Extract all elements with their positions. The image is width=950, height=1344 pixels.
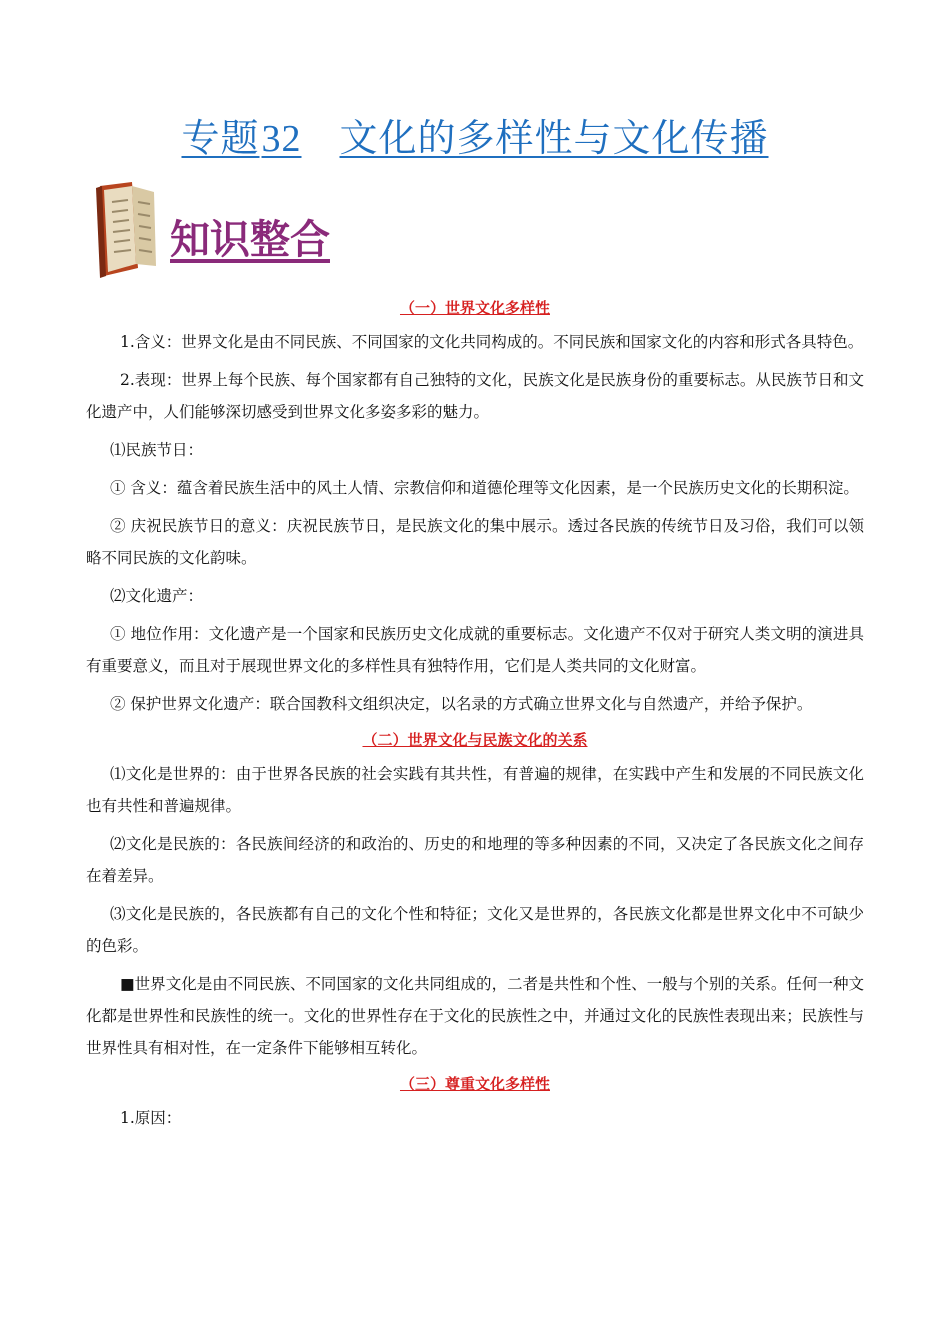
paragraph: 1.含义：世界文化是由不同民族、不同国家的文化共同构成的。不同民族和国家文化的内容和形式各具特色。 bbox=[120, 333, 864, 351]
paragraph: ② 保护世界文化遗产：联合国教科文组织决定，以名录的方式确立世界文化与自然遗产，并给予保护。 bbox=[110, 695, 813, 713]
paragraph: 1.原因： bbox=[120, 1109, 182, 1127]
paragraph: ⑶文化是民族的，各民族都有自己的文化个性和特征；文化又是世界的，各民族文化都是世界文化中不可缺少的色彩。 bbox=[86, 905, 864, 955]
title-number: 32 bbox=[261, 118, 302, 160]
title-text: 文化的多样性与文化传播 bbox=[339, 116, 769, 160]
paragraph: ⑴文化是世界的：由于世界各民族的社会实践有其共性，有普遍的规律，在实践中产生和发展的不同民族文化也有共性和普遍规律。 bbox=[86, 765, 864, 815]
paragraph: ① 含义：蕴含着民族生活中的风土人情、宗教信仰和道德伦理等文化因素，是一个民族历史文化的长期积淀。 bbox=[110, 479, 859, 497]
banner-label: 知识整合 bbox=[170, 217, 330, 263]
paragraph: ⑴民族节日： bbox=[110, 441, 204, 459]
paragraph: ① 地位作用：文化遗产是一个国家和民族历史文化成就的重要标志。文化遗产不仅对于研究人类文明的演进具有重要意义，而且对于展现世界文化的多样性具有独特作用，它们是人类共同的文化财富。 bbox=[86, 625, 864, 675]
page-title bbox=[0, 112, 950, 165]
knowledge-banner bbox=[92, 180, 332, 280]
section-heading-1: （一）世界文化多样性 bbox=[399, 299, 550, 317]
paragraph: ■世界文化是由不同民族、不同国家的文化共同组成的，二者是共性和个性、一般与个别的关系。任何一种文化都是世界性和民族性的统一。文化的世界性存在于文化的民族性之中，并通过文化的民族性表现出来；民族性与世界性具有相对性，在一定条件下能够相互转化。 bbox=[86, 975, 864, 1057]
title-prefix: 专题 bbox=[181, 116, 260, 160]
book-icon bbox=[92, 180, 162, 280]
section-heading-2: （二）世界文化与民族文化的关系 bbox=[362, 731, 588, 749]
paragraph: ② 庆祝民族节日的意义：庆祝民族节日，是民族文化的集中展示。透过各民族的传统节日及习俗，我们可以领略不同民族的文化韵味。 bbox=[86, 517, 864, 567]
paragraph: ⑵文化遗产： bbox=[110, 587, 204, 605]
document-body bbox=[86, 288, 864, 1140]
paragraph: 2.表现：世界上每个民族、每个国家都有自己独特的文化，民族文化是民族身份的重要标志。从民族节日和文化遗产中，人们能够深切感受到世界文化多姿多彩的魅力。 bbox=[86, 371, 864, 421]
section-heading-3: （三）尊重文化多样性 bbox=[399, 1075, 550, 1093]
paragraph: ⑵文化是民族的：各民族间经济的和政治的、历史的和地理的等多种因素的不同，又决定了各民族文化之间存在着差异。 bbox=[86, 835, 864, 885]
